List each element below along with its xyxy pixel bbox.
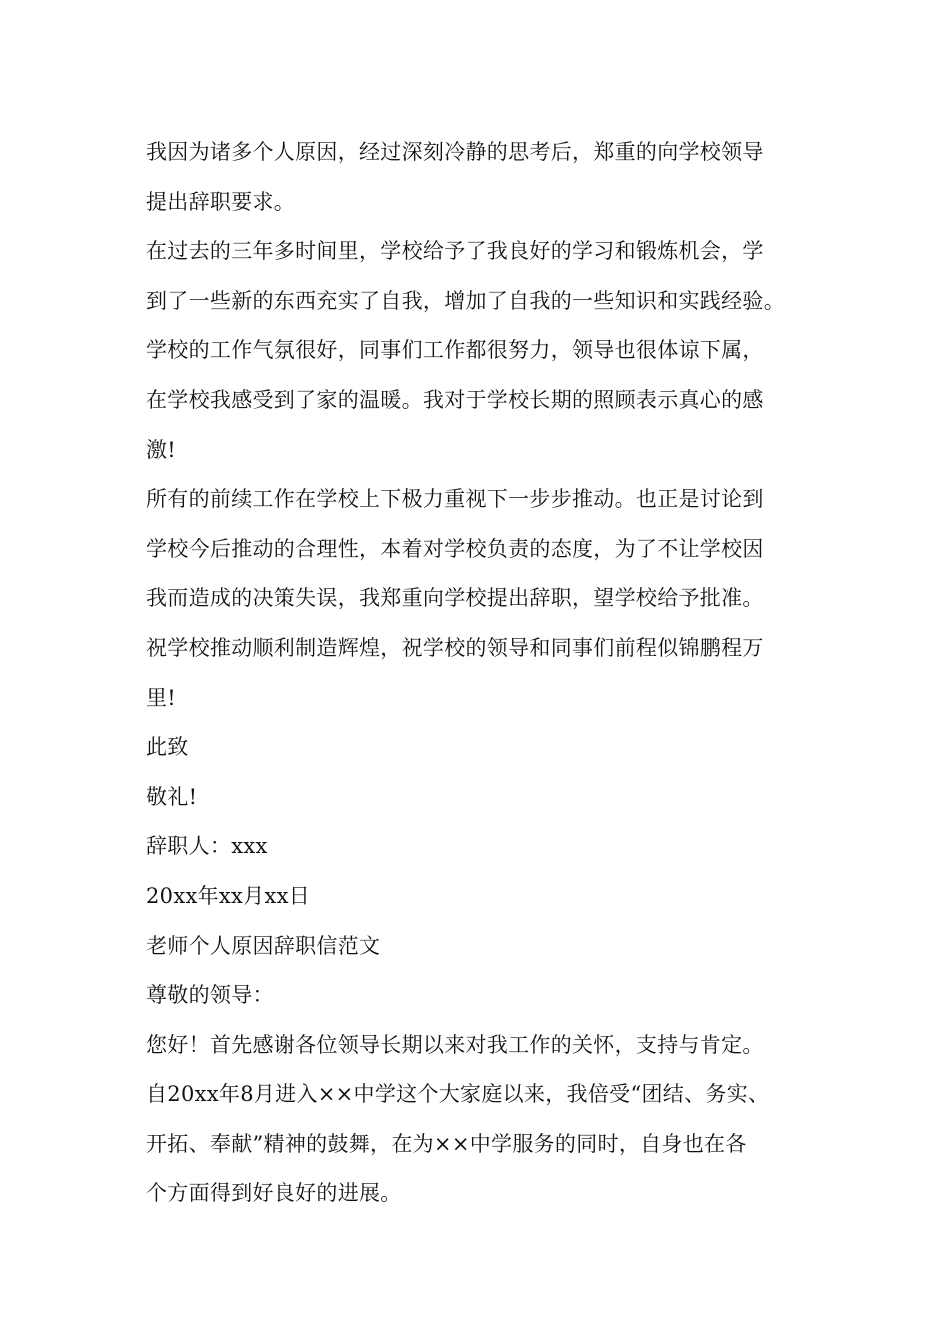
text-line: 自20xx年8月进入××中学这个大家庭以来，我倍受“团结、务实、 (146, 1082, 770, 1107)
closing-salutation: 此致 (146, 735, 189, 760)
text-line: 提出辞职要求。 (146, 189, 296, 214)
text-line: 激! (146, 437, 177, 462)
signature-name: 辞职人：xxx (146, 834, 268, 859)
text-line: 在学校我感受到了家的温暖。我对于学校长期的照顾表示真心的感 (146, 387, 764, 412)
document-body (146, 128, 836, 1219)
text-line: 所有的前续工作在学校上下极力重视下一步步推动。也正是讨论到 (146, 487, 764, 512)
text-line: 开拓、奉献”精神的鼓舞，在为××中学服务的同时，自身也在各 (146, 1131, 747, 1156)
text-line: 个方面得到好良好的进展。 (146, 1181, 402, 1206)
closing-regards: 敬礼! (146, 784, 198, 809)
text-line: 里! (146, 685, 177, 710)
text-line: 在过去的三年多时间里，学校给予了我良好的学习和锻炼机会，学 (146, 239, 764, 264)
text-line: 到了一些新的东西充实了自我，增加了自我的一些知识和实践经验。 (146, 288, 785, 313)
text-line: 我因为诸多个人原因，经过深刻冷静的思考后，郑重的向学校领导 (146, 140, 764, 164)
text-line: 您好！首先感谢各位领导长期以来对我工作的关怀，支持与肯定。 (146, 1032, 764, 1057)
text-line: 学校今后推动的合理性，本着对学校负责的态度，为了不让学校因 (146, 536, 764, 561)
text-line: 学校的工作气氛很好，同事们工作都很努力，领导也很体谅下属， (146, 338, 764, 363)
text-line: 祝学校推动顺利制造辉煌，祝学校的领导和同事们前程似锦鹏程万 (146, 635, 764, 660)
signature-date: 20xx年xx月xx日 (146, 883, 311, 908)
greeting: 尊敬的领导： (146, 983, 274, 1008)
text-line: 我而造成的决策失误，我郑重向学校提出辞职，望学校给予批准。 (146, 586, 764, 611)
section-title: 老师个人原因辞职信范文 (146, 933, 381, 958)
